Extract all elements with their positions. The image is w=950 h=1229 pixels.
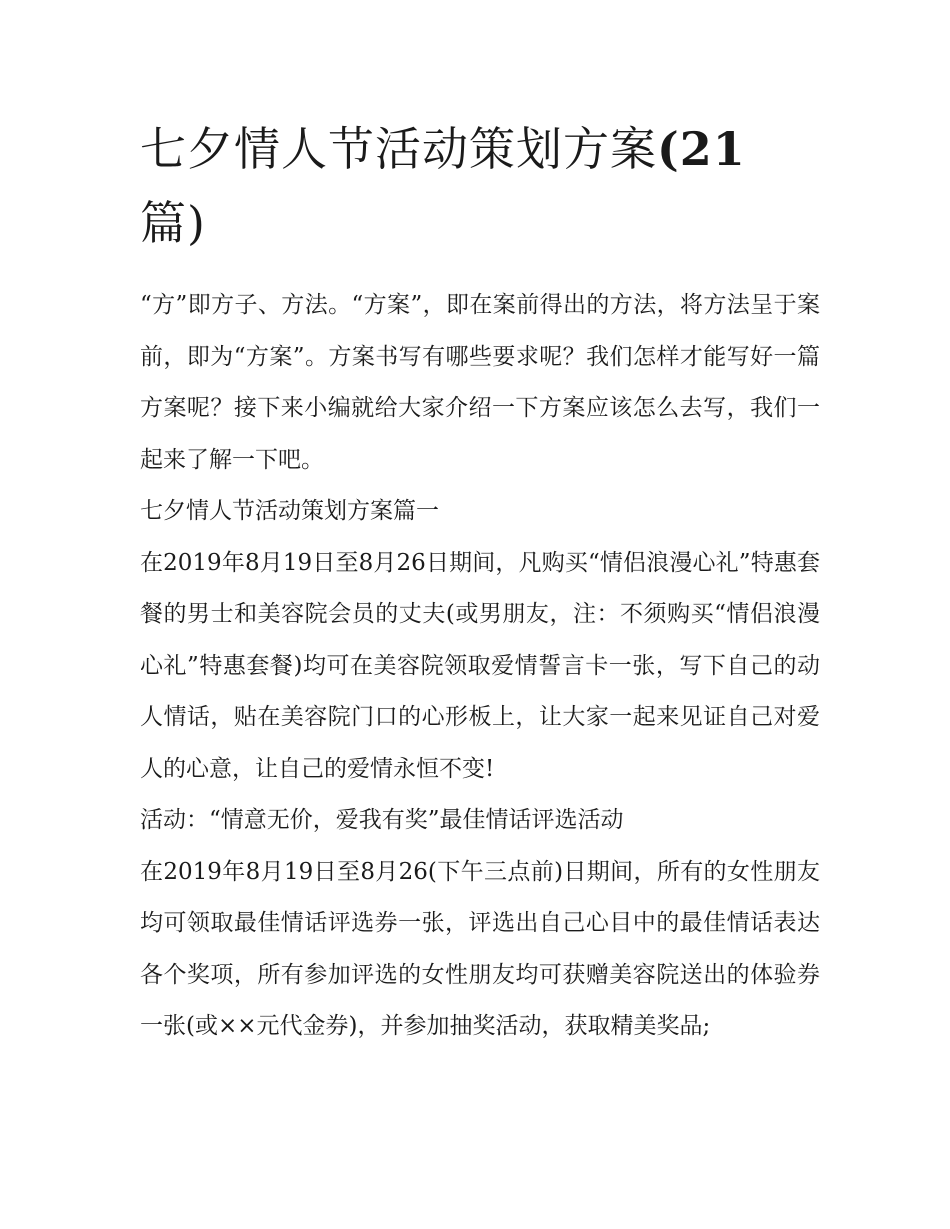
document-page bbox=[140, 112, 820, 1053]
document-body bbox=[140, 280, 820, 1053]
document-title: 七夕情人节活动策划方案(21 篇) bbox=[140, 122, 746, 250]
section-heading: 七夕情人节活动策划方案篇一 bbox=[140, 498, 439, 524]
body-paragraph: 在2019年8月19日至8月26(下午三点前)日期间，所有的女性朋友均可领取最佳情话评选券一张，评选出自己心目中的最佳情话表达各个奖项，所有参加评选的女性朋友均可获赠美容院送出的体验券一张(或××元代金券)，并参加抽奖活动，获取精美奖品; bbox=[140, 858, 820, 1039]
intro-paragraph: “方”即方子、方法。“方案”，即在案前得出的方法，将方法呈于案前，即为“方案”。方案书写有哪些要求呢？我们怎样才能写好一篇方案呢？接下来小编就给大家介绍一下方案应该怎么去写，我们一起来了解一下吧。 bbox=[140, 292, 820, 473]
activity-heading: 活动：“情意无价，爱我有奖”最佳情话评选活动 bbox=[140, 807, 624, 833]
body-paragraph: 在2019年8月19日至8月26日期间，凡购买“情侣浪漫心礼”特惠套餐的男士和美容院会员的丈夫(或男朋友，注：不须购买“情侣浪漫心礼”特惠套餐)均可在美容院领取爱情誓言卡一张，写下自己的动人情话，贴在美容院门口的心形板上，让大家一起来见证自己对爱人的心意，让自己的爱情永恒不变! bbox=[140, 549, 820, 782]
